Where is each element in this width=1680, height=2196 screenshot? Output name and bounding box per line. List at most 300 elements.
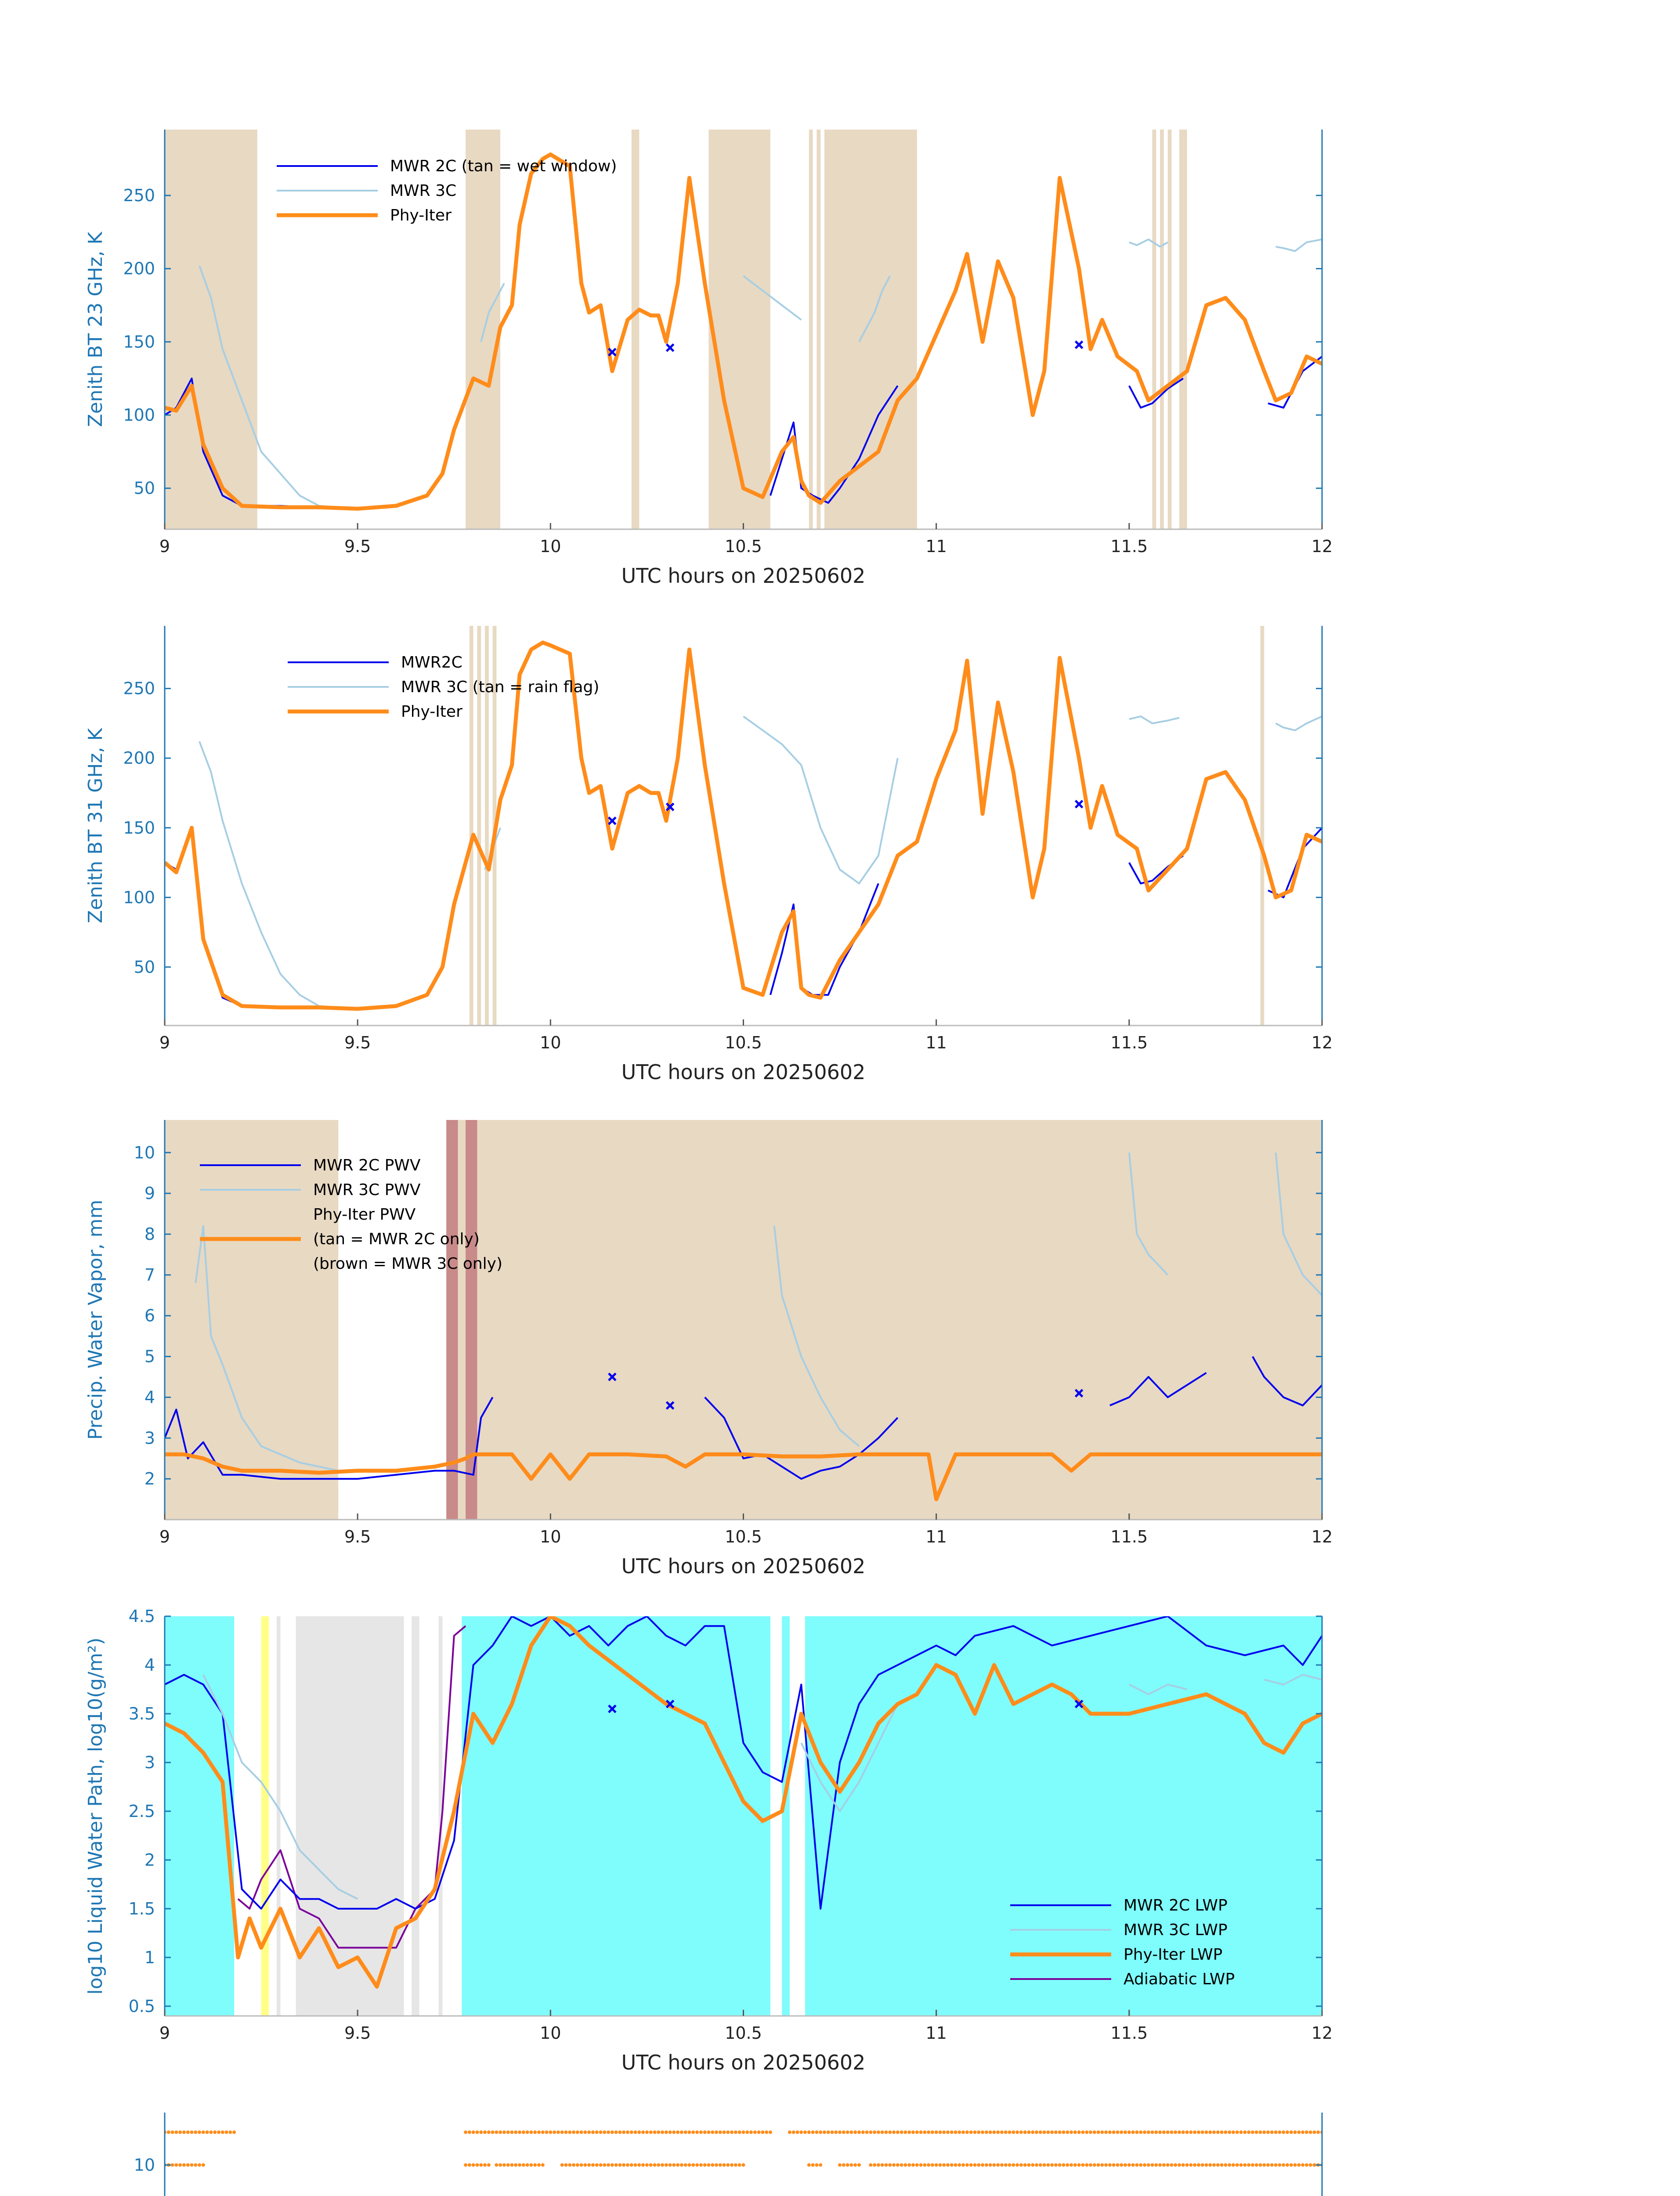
dq-flag-point: [1262, 2131, 1266, 2134]
dq-flag-point: [1043, 2163, 1046, 2167]
dq-flag-point: [1077, 2163, 1081, 2167]
dq-flag-point: [684, 2163, 687, 2167]
dq-flag-point: [1251, 2163, 1254, 2167]
dq-flag-point: [1104, 2131, 1108, 2134]
legend-label: MWR 2C LWP: [1124, 1896, 1228, 1914]
legend-label: Phy-Iter LWP: [1124, 1946, 1223, 1964]
dq-flag-point: [637, 2163, 641, 2167]
dq-flag-point: [202, 2131, 205, 2134]
dq-flag-point: [1000, 2163, 1004, 2167]
dq-flag-point: [171, 2163, 174, 2167]
dq-flag-point: [182, 2163, 186, 2167]
tan-band: [165, 1120, 338, 1520]
dq-flag-point: [1290, 2131, 1293, 2134]
dq-flag-point: [174, 2163, 178, 2167]
dq-flag-point: [1286, 2163, 1289, 2167]
y-tick-label: 3.5: [128, 1704, 155, 1723]
x-tick-label: 12: [1311, 537, 1333, 556]
y-tick-label: 9: [144, 1184, 155, 1203]
dq-flag-point: [1154, 2131, 1158, 2134]
dq-flag-point: [935, 2163, 938, 2167]
dq-flag-point: [228, 2131, 232, 2134]
dq-flag-point: [1309, 2163, 1312, 2167]
dq-flag-point: [1197, 2163, 1200, 2167]
dq-flag-point: [217, 2131, 220, 2134]
dq-flag-point: [992, 2131, 996, 2134]
dq-flag-point: [614, 2163, 618, 2167]
dq-flag-point: [923, 2163, 926, 2167]
dq-flag-point: [1197, 2131, 1200, 2134]
dq-flag-point: [468, 2163, 471, 2167]
dq-flag-point: [1255, 2163, 1258, 2167]
dq-flag-point: [973, 2131, 977, 2134]
dq-flag-point: [1015, 2131, 1019, 2134]
dq-flag-point: [954, 2131, 957, 2134]
dq-flag-point: [190, 2163, 193, 2167]
dq-flag-point: [1054, 2163, 1058, 2167]
dq-flag-point: [1251, 2131, 1254, 2134]
dq-flag-point: [1232, 2131, 1235, 2134]
tan-band: [1153, 130, 1156, 529]
dq-flag-point: [479, 2163, 483, 2167]
y-tick-label: 150: [123, 332, 155, 352]
dq-flag-point: [969, 2163, 973, 2167]
dq-flag-point: [1054, 2131, 1058, 2134]
dq-flag-point: [1116, 2163, 1119, 2167]
dq-flag-point: [1139, 2131, 1142, 2134]
dq-flag-point: [699, 2163, 703, 2167]
dq-flag-point: [827, 2131, 830, 2134]
dq-flag-point: [1069, 2163, 1073, 2167]
dq-flag-point: [865, 2131, 869, 2134]
dq-flag-point: [1274, 2131, 1278, 2134]
y-tick-label: 250: [123, 186, 155, 205]
x-tick-label: 10: [540, 537, 561, 556]
dq-flag-point: [1282, 2163, 1285, 2167]
dq-flag-point: [645, 2163, 649, 2167]
dq-flag-point: [595, 2163, 599, 2167]
dq-flag-point: [896, 2163, 900, 2167]
dq-flag-point: [1189, 2163, 1192, 2167]
dq-flag-point: [1166, 2163, 1170, 2167]
x-tick-label: 12: [1311, 1033, 1333, 1052]
dq-flag-point: [568, 2131, 571, 2134]
dq-flag-point: [1081, 2131, 1084, 2134]
dq-flag-point: [1305, 2163, 1308, 2167]
dq-flag-point: [815, 2131, 818, 2134]
y-tick-label: 5: [144, 1347, 155, 1366]
dq-flag-point: [911, 2131, 915, 2134]
dq-flag-point: [665, 2163, 668, 2167]
dq-flag-point: [749, 2131, 753, 2134]
dq-flag-point: [977, 2163, 980, 2167]
dq-flag-point: [1262, 2163, 1266, 2167]
x-tick-label: 9: [159, 537, 170, 556]
dq-flag-point: [1039, 2131, 1042, 2134]
tan-band: [817, 130, 820, 529]
dq-flag-point: [1104, 2163, 1108, 2167]
dq-flag-point: [973, 2163, 977, 2167]
dq-flag-point: [1258, 2163, 1262, 2167]
dq-flag-point: [1116, 2131, 1119, 2134]
dq-flag-point: [1170, 2163, 1173, 2167]
dq-flag-point: [742, 2131, 745, 2134]
dq-flag-point: [1089, 2131, 1092, 2134]
y-tick-label: 2: [144, 1850, 155, 1870]
x-tick-label: 11.5: [1110, 1033, 1148, 1052]
y-axis-label: Precip. Water Vapor, mm: [84, 1199, 107, 1440]
dq-flag-row: [163, 2131, 1324, 2134]
dq-flag-point: [1124, 2131, 1127, 2134]
y-axis-label: Zenith BT 31 GHz, K: [84, 728, 107, 924]
dq-flag-point: [881, 2163, 884, 2167]
dq-flag-point: [923, 2131, 926, 2134]
dq-flag-point: [599, 2163, 603, 2167]
dq-flag-point: [811, 2163, 815, 2167]
y-tick-label: 200: [123, 259, 155, 278]
x-marker: [1076, 801, 1083, 808]
dq-flag-point: [568, 2163, 571, 2167]
dq-flag-point: [510, 2131, 514, 2134]
dq-flag-point: [634, 2131, 637, 2134]
dq-flag-point: [537, 2131, 541, 2134]
dq-flag-point: [1043, 2131, 1046, 2134]
dq-flag-point: [472, 2131, 475, 2134]
y-tick-label: 10: [134, 1143, 155, 1163]
dq-flag-point: [691, 2131, 695, 2134]
dq-flag-point: [1035, 2131, 1038, 2134]
brown-band: [446, 1120, 458, 1520]
dq-flag-point: [221, 2131, 224, 2134]
dq-flag-point: [857, 2131, 861, 2134]
dq-flag-point: [564, 2163, 567, 2167]
dq-flag-point: [232, 2131, 236, 2134]
dq-flag-point: [1243, 2131, 1246, 2134]
dq-flag-point: [1212, 2163, 1216, 2167]
dq-flag-point: [1297, 2131, 1301, 2134]
dq-flag-point: [1181, 2131, 1185, 2134]
dq-flag-point: [792, 2131, 795, 2134]
x-axis-label: UTC hours on 20250602: [621, 2051, 866, 2074]
dq-flag-point: [529, 2163, 533, 2167]
y-tick-label: 3: [144, 1752, 155, 1772]
legend-label: MWR 3C PWV: [313, 1181, 421, 1199]
dq-flag-point: [1201, 2163, 1204, 2167]
dq-flag-point: [1239, 2163, 1243, 2167]
dq-flag-point: [167, 2131, 170, 2134]
dq-flag-point: [495, 2131, 498, 2134]
x-tick-label: 12: [1311, 1527, 1333, 1546]
dq-flag-point: [607, 2131, 610, 2134]
dq-flag-point: [1174, 2131, 1177, 2134]
dq-flag-point: [838, 2163, 842, 2167]
tan-band: [1179, 130, 1183, 529]
dq-flag-point: [888, 2163, 892, 2167]
dq-flag-point: [911, 2163, 915, 2167]
dq-flag-point: [1309, 2131, 1312, 2134]
dq-flag-point: [1015, 2163, 1019, 2167]
dq-flag-point: [533, 2131, 537, 2134]
dq-flag-point: [869, 2163, 872, 2167]
dq-flag-point: [672, 2131, 676, 2134]
dq-flag-point: [707, 2163, 710, 2167]
y-tick-label: 4.5: [128, 1607, 155, 1626]
dq-flag-point: [1008, 2131, 1012, 2134]
dq-flag-point: [1143, 2163, 1146, 2167]
dq-flag-point: [1135, 2163, 1138, 2167]
dq-flag-point: [595, 2131, 599, 2134]
x-axis-label: UTC hours on 20250602: [621, 1554, 866, 1578]
dq-flag-point: [611, 2163, 614, 2167]
dq-flag-point: [1258, 2131, 1262, 2134]
legend-label: Adiabatic LWP: [1124, 1970, 1235, 1988]
dq-flag-point: [1228, 2131, 1231, 2134]
dq-flag-point: [834, 2131, 838, 2134]
dq-flag-point: [811, 2131, 815, 2134]
dq-flag-point: [657, 2163, 660, 2167]
dq-flag-point: [892, 2131, 896, 2134]
x-tick-label: 10: [540, 1527, 561, 1546]
dq-flag-point: [996, 2163, 1000, 2167]
chart-panel-1: [84, 130, 1333, 588]
dq-flag-point: [506, 2163, 510, 2167]
dq-flag-point: [506, 2131, 510, 2134]
dq-flag-point: [1151, 2163, 1154, 2167]
dq-flag-point: [853, 2163, 857, 2167]
dq-flag-point: [1050, 2131, 1054, 2134]
dq-flag-point: [680, 2163, 683, 2167]
dq-flag-point: [1147, 2163, 1150, 2167]
dq-flag-point: [831, 2131, 834, 2134]
dq-flag-point: [676, 2131, 679, 2134]
dq-flag-point: [954, 2163, 957, 2167]
tan-band: [824, 130, 917, 529]
dq-flag-point: [884, 2163, 888, 2167]
x-tick-label: 11: [925, 1527, 947, 1546]
dq-flag-point: [1139, 2163, 1142, 2167]
dq-flag-point: [545, 2131, 549, 2134]
dq-flag-point: [1073, 2163, 1077, 2167]
dq-flag-point: [877, 2131, 880, 2134]
dq-flag-point: [1178, 2163, 1181, 2167]
dq-flag-point: [942, 2131, 946, 2134]
dq-flag-point: [1201, 2131, 1204, 2134]
plot-area: [165, 1120, 1322, 1520]
dq-flag-point: [699, 2131, 703, 2134]
dq-flag-point: [707, 2131, 710, 2134]
dq-flag-point: [1112, 2163, 1116, 2167]
dq-flag-point: [927, 2163, 930, 2167]
dq-flag-point: [1301, 2163, 1304, 2167]
dq-flag-point: [1174, 2163, 1177, 2167]
dq-flag-point: [603, 2163, 606, 2167]
dq-flag-point: [884, 2131, 888, 2134]
dq-flag-point: [1027, 2131, 1030, 2134]
dq-flag-point: [541, 2131, 545, 2134]
dq-flag-point: [618, 2131, 621, 2134]
dq-flag-point: [522, 2163, 525, 2167]
legend-label: MWR 2C PWV: [313, 1156, 421, 1174]
dq-flag-point: [957, 2131, 961, 2134]
dq-flag-point: [1185, 2163, 1189, 2167]
dq-flag-point: [965, 2131, 969, 2134]
dq-flag-point: [1108, 2131, 1112, 2134]
dq-flag-point: [1266, 2163, 1270, 2167]
dq-flag-point: [468, 2131, 471, 2134]
dq-flag-point: [1046, 2163, 1050, 2167]
dq-flag-point: [560, 2131, 564, 2134]
dq-flag-point: [549, 2131, 552, 2134]
dq-flag-point: [572, 2131, 575, 2134]
x-tick-label: 10: [540, 1033, 561, 1052]
dq-flag-point: [626, 2163, 629, 2167]
dq-flag-point: [487, 2131, 491, 2134]
dq-flag-point: [769, 2131, 772, 2134]
dq-flag-point: [757, 2131, 761, 2134]
dq-flag-point: [938, 2163, 942, 2167]
dq-flag-point: [1031, 2131, 1034, 2134]
yellow-band: [261, 1616, 269, 2016]
dq-flag-point: [178, 2131, 182, 2134]
dq-flag-point: [969, 2131, 973, 2134]
dq-flag-point: [946, 2163, 950, 2167]
dq-flag-point: [1093, 2131, 1096, 2134]
dq-flag-point: [479, 2131, 483, 2134]
dq-flag-point: [888, 2131, 892, 2134]
dq-flag-point: [881, 2131, 884, 2134]
y-tick-label: 200: [123, 748, 155, 768]
dq-flag-point: [1232, 2163, 1235, 2167]
dq-flag-point: [726, 2163, 730, 2167]
dq-flag-point: [653, 2163, 656, 2167]
dq-flag-point: [799, 2131, 803, 2134]
dq-flag-point: [795, 2131, 799, 2134]
dq-flag-point: [514, 2131, 517, 2134]
dq-flag-point: [1236, 2163, 1239, 2167]
dq-flag-point: [1085, 2163, 1088, 2167]
chart-panel-2: [84, 626, 1333, 1084]
dq-flag-point: [599, 2131, 603, 2134]
dq-flag-point: [190, 2131, 193, 2134]
dq-flag-point: [989, 2131, 992, 2134]
y-tick-label: 50: [134, 478, 155, 498]
dq-flag-point: [198, 2131, 201, 2134]
dq-flag-point: [688, 2131, 691, 2134]
dq-flag-point: [622, 2131, 625, 2134]
dq-flag-point: [989, 2163, 992, 2167]
dq-flag-point: [194, 2163, 197, 2167]
dq-flag-point: [950, 2163, 954, 2167]
x-tick-label: 11: [925, 537, 947, 556]
dq-flag-point: [1004, 2163, 1008, 2167]
dq-flag-point: [1120, 2131, 1123, 2134]
dq-flag-point: [657, 2131, 660, 2134]
x-marker: [1076, 341, 1083, 348]
x-tick-label: 9: [159, 1527, 170, 1546]
series-line: [770, 884, 878, 995]
dq-flag-point: [1274, 2163, 1278, 2167]
dq-flag-point: [1012, 2163, 1015, 2167]
dq-flag-point: [992, 2163, 996, 2167]
dq-flag-point: [961, 2131, 965, 2134]
dq-flag-point: [1131, 2163, 1135, 2167]
gray-band: [277, 1616, 281, 2016]
dq-flag-point: [788, 2131, 791, 2134]
legend: [277, 157, 617, 224]
tan-band: [1183, 130, 1187, 529]
y-tick-label: 3: [144, 1428, 155, 1448]
dq-flag-point: [533, 2163, 537, 2167]
dq-flag-point: [1100, 2163, 1104, 2167]
dq-flag-point: [1151, 2131, 1154, 2134]
dq-flag-point: [1154, 2163, 1158, 2167]
dq-flag-point: [734, 2131, 737, 2134]
tan-band: [446, 1120, 1322, 1520]
series-line: [1276, 239, 1322, 251]
dq-flag-point: [499, 2163, 502, 2167]
dq-flag-point: [738, 2163, 741, 2167]
series-line: [199, 741, 338, 1008]
y-tick-label: 2: [144, 1469, 155, 1489]
y-axis-label: log10 Liquid Water Path, log10(g/m²): [84, 1637, 107, 1995]
dq-flag-point: [1205, 2131, 1208, 2134]
dq-flag-point: [715, 2131, 718, 2134]
dq-flag-point: [903, 2163, 907, 2167]
dq-flag-point: [580, 2131, 583, 2134]
series-line: [744, 716, 898, 884]
dq-flag-point: [803, 2131, 807, 2134]
legend-label: MWR2C: [401, 654, 462, 672]
dq-flag-point: [576, 2163, 579, 2167]
cyan-band: [462, 1616, 770, 2016]
dq-flag-point: [537, 2163, 541, 2167]
dq-flag-point: [1008, 2163, 1012, 2167]
legend-label: Phy-Iter PWV: [313, 1206, 416, 1224]
dq-flag-point: [1216, 2163, 1220, 2167]
dq-flag-point: [630, 2131, 633, 2134]
dq-flag-point: [1035, 2163, 1038, 2167]
dq-flag-point: [1282, 2131, 1285, 2134]
y-tick-label: 250: [123, 679, 155, 698]
y-tick-label: 150: [123, 818, 155, 838]
dq-flag-point: [206, 2131, 209, 2134]
dq-flag-point: [1062, 2131, 1066, 2134]
dq-flag-point: [719, 2131, 722, 2134]
dq-flag-point: [541, 2163, 545, 2167]
dq-flag-point: [198, 2163, 201, 2167]
dq-flag-point: [194, 2131, 197, 2134]
y-tick-label: 100: [123, 888, 155, 907]
dq-flag-point: [684, 2131, 687, 2134]
dq-flag-point: [907, 2131, 911, 2134]
dq-flag-point: [703, 2131, 707, 2134]
cyan-band: [782, 1616, 790, 2016]
x-tick-label: 9: [159, 2023, 170, 2043]
dq-flag-row: [163, 2163, 1324, 2167]
dq-flag-point: [526, 2163, 529, 2167]
dq-flag-point: [202, 2163, 205, 2167]
chart-panel-4: [84, 1607, 1333, 2074]
dq-flag-point: [1077, 2131, 1081, 2134]
dq-flag-point: [186, 2163, 190, 2167]
dq-flag-point: [583, 2163, 587, 2167]
dq-flag-point: [1220, 2163, 1224, 2167]
dq-flag-point: [626, 2131, 629, 2134]
x-tick-label: 11.5: [1110, 1527, 1148, 1546]
dq-flag-point: [985, 2131, 988, 2134]
dq-flag-point: [842, 2163, 845, 2167]
dq-flag-point: [815, 2163, 818, 2167]
